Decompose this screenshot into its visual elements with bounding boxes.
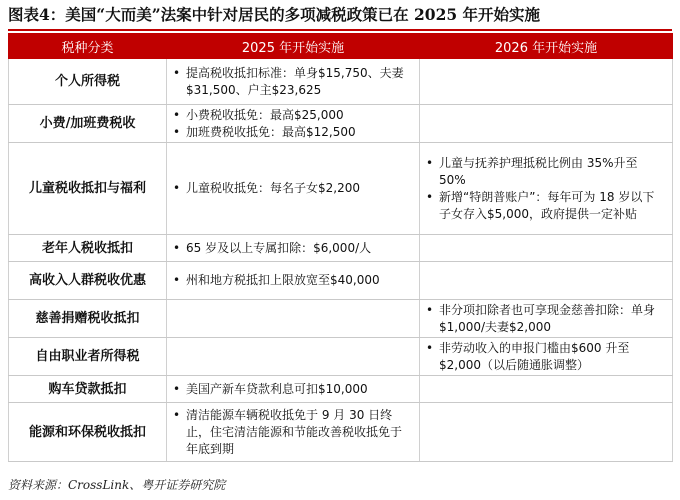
category-cell: 购车贷款抵扣 — [9, 376, 167, 403]
header-2025: 2025 年开始实施 — [167, 34, 420, 59]
table-row — [9, 376, 673, 403]
bullet-icon: • — [426, 340, 434, 355]
bullet-icon: • — [173, 407, 181, 422]
cell-2025 — [167, 59, 420, 105]
bullet-icon: • — [426, 155, 434, 170]
table-header-row — [9, 34, 673, 59]
table-row — [9, 105, 673, 143]
bullet-item — [173, 381, 413, 398]
cell-2026 — [420, 338, 673, 376]
bullet-text: 非分项扣除者也可享现金慈善扣除：单身$1,000/夫妻$2,000 — [439, 302, 656, 334]
figure-title: 图表4：美国“大而美”法案中针对居民的多项减税政策已在 2025 年开始实施 — [8, 5, 541, 24]
bullet-item — [426, 189, 666, 223]
bullet-item — [173, 180, 413, 197]
bullet-item — [173, 65, 413, 99]
bullet-item — [173, 407, 413, 458]
cell-2026 — [420, 143, 673, 235]
bullet-item — [426, 340, 666, 374]
header-category: 税种分类 — [9, 34, 167, 59]
table-row — [9, 262, 673, 300]
category-cell: 老年人税收抵扣 — [9, 235, 167, 262]
header-2026: 2026 年开始实施 — [420, 34, 673, 59]
cell-2025 — [167, 338, 420, 376]
bullet-text: 小费税收抵免：最高$25,000 — [186, 107, 344, 122]
bullet-text: 非劳动收入的申报门槛由$600 升至$2,000（以后随通胀调整） — [439, 340, 630, 372]
bullet-text: 儿童税收抵免：每名子女$2,200 — [186, 181, 360, 195]
table-row — [9, 300, 673, 338]
bullet-text: 新增“特朗普账户”：每年可为 18 岁以下子女存入$5,000，政府提供一定补贴 — [439, 189, 655, 221]
cell-2026 — [420, 235, 673, 262]
cell-2025 — [167, 300, 420, 338]
bullet-text: 提高税收抵扣标准：单身$15,750、夫妻$31,500、户主$23,625 — [186, 65, 404, 97]
cell-2026 — [420, 403, 673, 462]
category-cell: 高收入人群税收优惠 — [9, 262, 167, 300]
cell-2026 — [420, 376, 673, 403]
source-note: 资料来源：CrossLink、粤开证券研究院 — [8, 478, 226, 492]
table-body — [9, 59, 673, 462]
title-divider — [8, 29, 672, 31]
category-cell: 自由职业者所得税 — [9, 338, 167, 376]
table-row — [9, 235, 673, 262]
cell-2025 — [167, 403, 420, 462]
bullet-icon: • — [173, 181, 181, 195]
category-cell: 慈善捐赠税收抵扣 — [9, 300, 167, 338]
cell-2025 — [167, 105, 420, 143]
bullet-icon: • — [173, 107, 181, 122]
bullet-text: 美国产新车贷款利息可扣$10,000 — [186, 381, 368, 396]
bullet-item — [426, 302, 666, 336]
bullet-icon: • — [173, 124, 181, 139]
bullet-icon: • — [173, 240, 181, 255]
table-row — [9, 59, 673, 105]
bullet-item — [173, 107, 413, 124]
bullet-item — [173, 240, 413, 257]
table-row — [9, 338, 673, 376]
bullet-icon: • — [426, 302, 434, 317]
cell-2026 — [420, 300, 673, 338]
category-cell: 能源和环保税收抵扣 — [9, 403, 167, 462]
bullet-icon: • — [173, 273, 181, 287]
tax-policy-table — [8, 33, 673, 462]
category-cell: 小费/加班费税收 — [9, 105, 167, 143]
category-cell: 个人所得税 — [9, 59, 167, 105]
bullet-item — [173, 272, 413, 289]
bullet-item — [426, 155, 666, 189]
bullet-text: 加班费税收抵免：最高$12,500 — [186, 124, 356, 139]
cell-2025 — [167, 235, 420, 262]
cell-2025 — [167, 143, 420, 235]
bullet-text: 清洁能源车辆税收抵免于 9 月 30 日终止，住宅清洁能源和节能改善税收抵免于年底到期 — [186, 407, 403, 456]
cell-2025 — [167, 262, 420, 300]
cell-2026 — [420, 262, 673, 300]
category-cell: 儿童税收抵扣与福利 — [9, 143, 167, 235]
bullet-icon: • — [173, 381, 181, 396]
bullet-item — [173, 124, 413, 141]
cell-2026 — [420, 59, 673, 105]
cell-2025 — [167, 376, 420, 403]
bullet-text: 州和地方税抵扣上限放宽至$40,000 — [186, 273, 380, 287]
cell-2026 — [420, 105, 673, 143]
table-row — [9, 403, 673, 462]
bullet-icon: • — [426, 189, 434, 204]
bullet-text: 儿童与抚养护理抵税比例由 35%升至 50% — [439, 155, 638, 187]
bullet-icon: • — [173, 65, 181, 80]
bullet-text: 65 岁及以上专属扣除：$6,000/人 — [186, 240, 372, 255]
table-row — [9, 143, 673, 235]
